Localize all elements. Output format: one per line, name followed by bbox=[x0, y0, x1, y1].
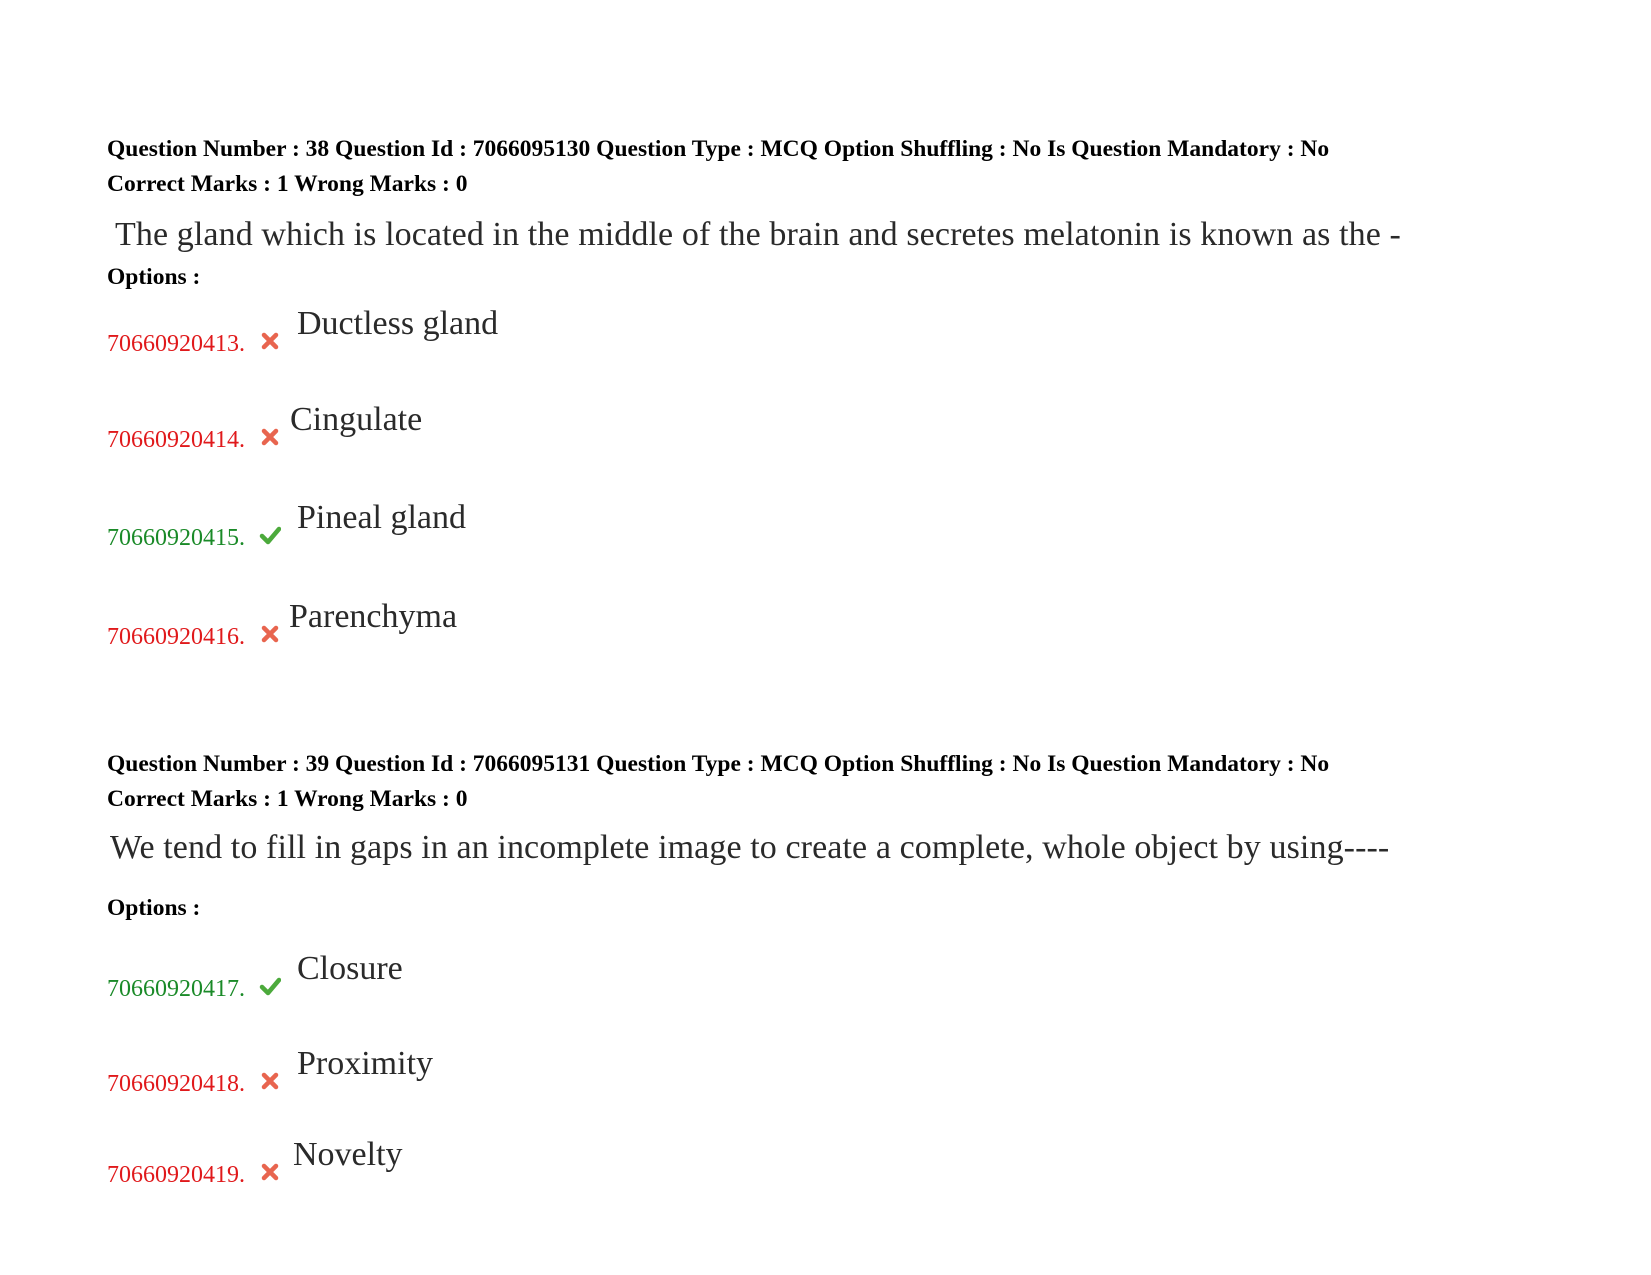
check-icon bbox=[259, 975, 281, 997]
cross-icon bbox=[259, 1070, 281, 1092]
option-70660920414 bbox=[107, 394, 707, 454]
check-icon bbox=[259, 524, 281, 546]
option-id: 70660920418. bbox=[107, 1071, 245, 1097]
question-38 bbox=[107, 132, 1547, 650]
question-meta-line-2: Correct Marks : 1 Wrong Marks : 0 bbox=[107, 786, 468, 812]
option-id: 70660920419. bbox=[107, 1162, 245, 1188]
option-text: Novelty bbox=[293, 1136, 403, 1173]
option-text: Ductless gland bbox=[297, 305, 499, 342]
option-70660920419 bbox=[107, 1129, 707, 1189]
option-id: 70660920414. bbox=[107, 427, 245, 453]
option-text: Cingulate bbox=[290, 401, 423, 438]
cross-icon bbox=[259, 623, 281, 645]
question-text: The gland which is located in the middle of the brain and secretes melatonin is known as the - bbox=[115, 216, 1401, 253]
cross-icon bbox=[259, 1161, 281, 1183]
option-text: Closure bbox=[297, 950, 403, 987]
question-meta-line-1: Question Number : 39 Question Id : 7066095131 Question Type : MCQ Option Shuffling : No Is Question Mandatory : No bbox=[107, 751, 1330, 777]
option-id: 70660920417. bbox=[107, 976, 245, 1002]
question-meta-line-2: Correct Marks : 1 Wrong Marks : 0 bbox=[107, 171, 468, 197]
question-39 bbox=[107, 747, 1547, 1188]
options-label: Options : bbox=[107, 895, 201, 921]
option-text: Parenchyma bbox=[289, 598, 458, 635]
option-70660920417 bbox=[107, 943, 707, 1003]
option-id: 70660920416. bbox=[107, 624, 245, 650]
question-text: We tend to fill in gaps in an incomplete image to create a complete, whole object by using---- bbox=[110, 829, 1390, 866]
cross-icon bbox=[259, 426, 281, 448]
option-70660920413 bbox=[107, 298, 707, 358]
option-id: 70660920415. bbox=[107, 525, 245, 551]
option-70660920418 bbox=[107, 1038, 707, 1098]
option-70660920416 bbox=[107, 591, 707, 651]
option-id: 70660920413. bbox=[107, 331, 245, 357]
option-70660920415 bbox=[107, 492, 707, 552]
option-text: Proximity bbox=[297, 1045, 434, 1082]
cross-icon bbox=[259, 330, 281, 352]
option-text: Pineal gland bbox=[297, 499, 467, 536]
options-label: Options : bbox=[107, 264, 201, 290]
question-meta-line-1: Question Number : 38 Question Id : 7066095130 Question Type : MCQ Option Shuffling : No Is Question Mandatory : No bbox=[107, 136, 1330, 162]
